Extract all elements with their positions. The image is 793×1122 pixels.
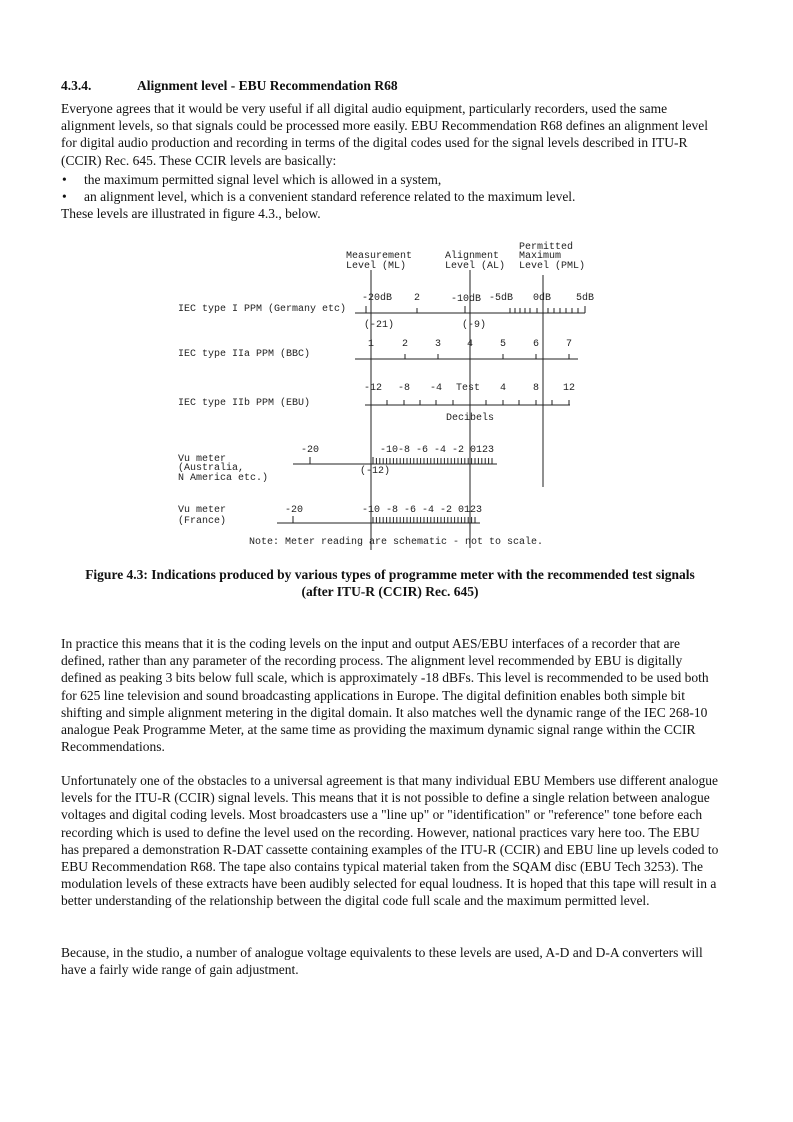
vu-fr-left-label: -20 — [285, 505, 304, 516]
iec1-tick-label: -5dB — [489, 293, 514, 304]
row-vu-aus-label-3: N America etc.) — [178, 473, 269, 484]
iec2a-tick-label: 5 — [500, 339, 507, 350]
vu-fr-fine-ticks — [373, 517, 475, 523]
header-pml-1: Permitted — [519, 242, 574, 253]
bullet-item: • the maximum permitted signal level which is allowed in a system, — [62, 172, 442, 187]
body-paragraph-3: Because, in the studio, a number of analogue voltage equivalents to these levels are used, A-D and D-A converters will have a fairly wide range of gain adjustment. — [61, 945, 703, 978]
iec1-sub-label: (-21) — [364, 320, 395, 331]
vu-fr-scale-label: -10 -8 -6 -4 -2 0123 — [362, 505, 483, 516]
section-number: 4.3.4. — [61, 78, 92, 93]
iec1-tick-label: 5dB — [576, 293, 595, 304]
iec1-ticks — [366, 306, 585, 313]
iec2a-tick-label: 6 — [533, 339, 540, 350]
vu-aus-left-label: -20 — [301, 445, 320, 456]
iec2b-tick-label: 12 — [563, 383, 576, 394]
intro-paragraph: Everyone agrees that it would be very useful if all digital audio equipment, particularly recorders, used the same alignment levels, so that signals could be processed more easily. EBU Recommendation R68 defines an alignment level for digital audio production and recording in terms of the digital codes used for the signal levels described in ITU-R (CCIR) Rec. 645. These CCIR levels are basically: — [61, 101, 708, 168]
iec2b-tick-label: -8 — [398, 383, 411, 394]
iec2a-tick-label: 7 — [566, 339, 573, 350]
header-pml-2: Maximum — [519, 251, 562, 262]
intro-after: These levels are illustrated in figure 4.3., below. — [61, 206, 321, 221]
iec1-tick-label: 0dB — [533, 293, 552, 304]
iec2a-tick-label: 1 — [368, 339, 375, 350]
iec2b-ticks — [371, 398, 569, 405]
bullet-item: • an alignment level, which is a convenient standard reference related to the maximum level. — [62, 189, 576, 205]
body-paragraph-1: In practice this means that it is the coding levels on the input and output AES/EBU interfaces of a recorder that are defined, rather than any parameter of the recording process. The alignment level recommended by EBU is digitally defined as peaking 3 bits below full scale, which is approximately -18 dBFs. This level is recommended to be used both for 625 line television and sound broadcasting applications in Europe. The digital definition enables both simple bit shifting and simple alignment metering in the digital domain. It also matches well the dynamic range of the IEC 268-10 analogue Peak Programme Meter, at the same time as providing the maximum dynamic signal range within the CCIR Recommendations. — [61, 636, 709, 755]
iec1-tick-label: -10dB — [451, 294, 482, 305]
header-measurement-2: Level (ML) — [346, 261, 407, 272]
iec2b-tick-label: 4 — [500, 383, 507, 394]
caption-line-2: (after ITU-R (CCIR) Rec. 645) — [301, 584, 479, 599]
vu-aus-sub-label: (-12) — [360, 466, 391, 477]
iec2b-tick-label: 8 — [533, 383, 540, 394]
header-pml-3: Level (PML) — [519, 261, 586, 272]
iec2b-tick-label: Test — [456, 383, 481, 394]
iec1-tick-label: 2 — [414, 293, 421, 304]
row-vu-fr-label-2: (France) — [178, 516, 227, 527]
iec2a-tick-label: 2 — [402, 339, 409, 350]
header-alignment-1: Alignment — [445, 251, 500, 262]
row-iec2a-label: IEC type IIa PPM (BBC) — [178, 349, 311, 360]
body-paragraph-2: Unfortunately one of the obstacles to a universal agreement is that many individual EBU Members use different analogue levels for the ITU-R (CCIR) signal levels. This means that it is not possible to define a single relation between analogue voltages and digital coding levels. Most broadcasters use a "line up" or "identification" or "reference" tone before each recording which is used to define the level used on the recording. However, national practices vary here too. The EBU has prepared a demonstration R-DAT cassette containing examples of the ITU-R (CCIR) and EBU line up levels coded to EBU Recommendation R68. The tape also contains typical material taken from the SQAM disc (EBU Tech 3253). The modulation levels of these extracts have been audibly selected for equal loudness. It is hoped that this tape will result in a better understanding of the relationship between the digital code full scale and the maximum permitted level. — [61, 773, 719, 909]
section-title: Alignment level - EBU Recommendation R68 — [137, 78, 398, 93]
row-vu-aus-label-1: Vu meter — [178, 454, 227, 465]
iec2b-tick-label: -12 — [364, 383, 383, 394]
row-iec1-label: IEC type I PPM (Germany etc) — [178, 304, 347, 315]
figure-note: Note: Meter reading are schematic - not to scale. — [249, 537, 544, 548]
header-measurement-1: Measurement — [346, 251, 413, 262]
iec2a-ticks — [371, 352, 569, 359]
iec1-tick-label: -20dB — [362, 293, 393, 304]
iec2a-tick-label: 3 — [435, 339, 442, 350]
header-alignment-2: Level (AL) — [445, 261, 506, 272]
vu-aus-scale-label: -10-8 -6 -4 -2 0123 — [380, 445, 495, 456]
row-vu-fr-label-1: Vu meter — [178, 505, 227, 516]
vu-aus-fine-ticks — [373, 458, 492, 464]
vu-aus-ticks — [310, 457, 373, 464]
row-vu-aus-label-2: (Australia, — [178, 463, 245, 474]
iec2a-tick-label: 4 — [467, 339, 474, 350]
decibels-label: Decibels — [446, 413, 495, 424]
iec1-sub-label: (-9) — [462, 320, 487, 331]
caption-line-1: Figure 4.3: Indications produced by various types of programme meter with the recommended test signals — [85, 567, 695, 582]
row-iec2b-label: IEC type IIb PPM (EBU) — [178, 398, 311, 409]
iec2b-tick-label: -4 — [430, 383, 443, 394]
